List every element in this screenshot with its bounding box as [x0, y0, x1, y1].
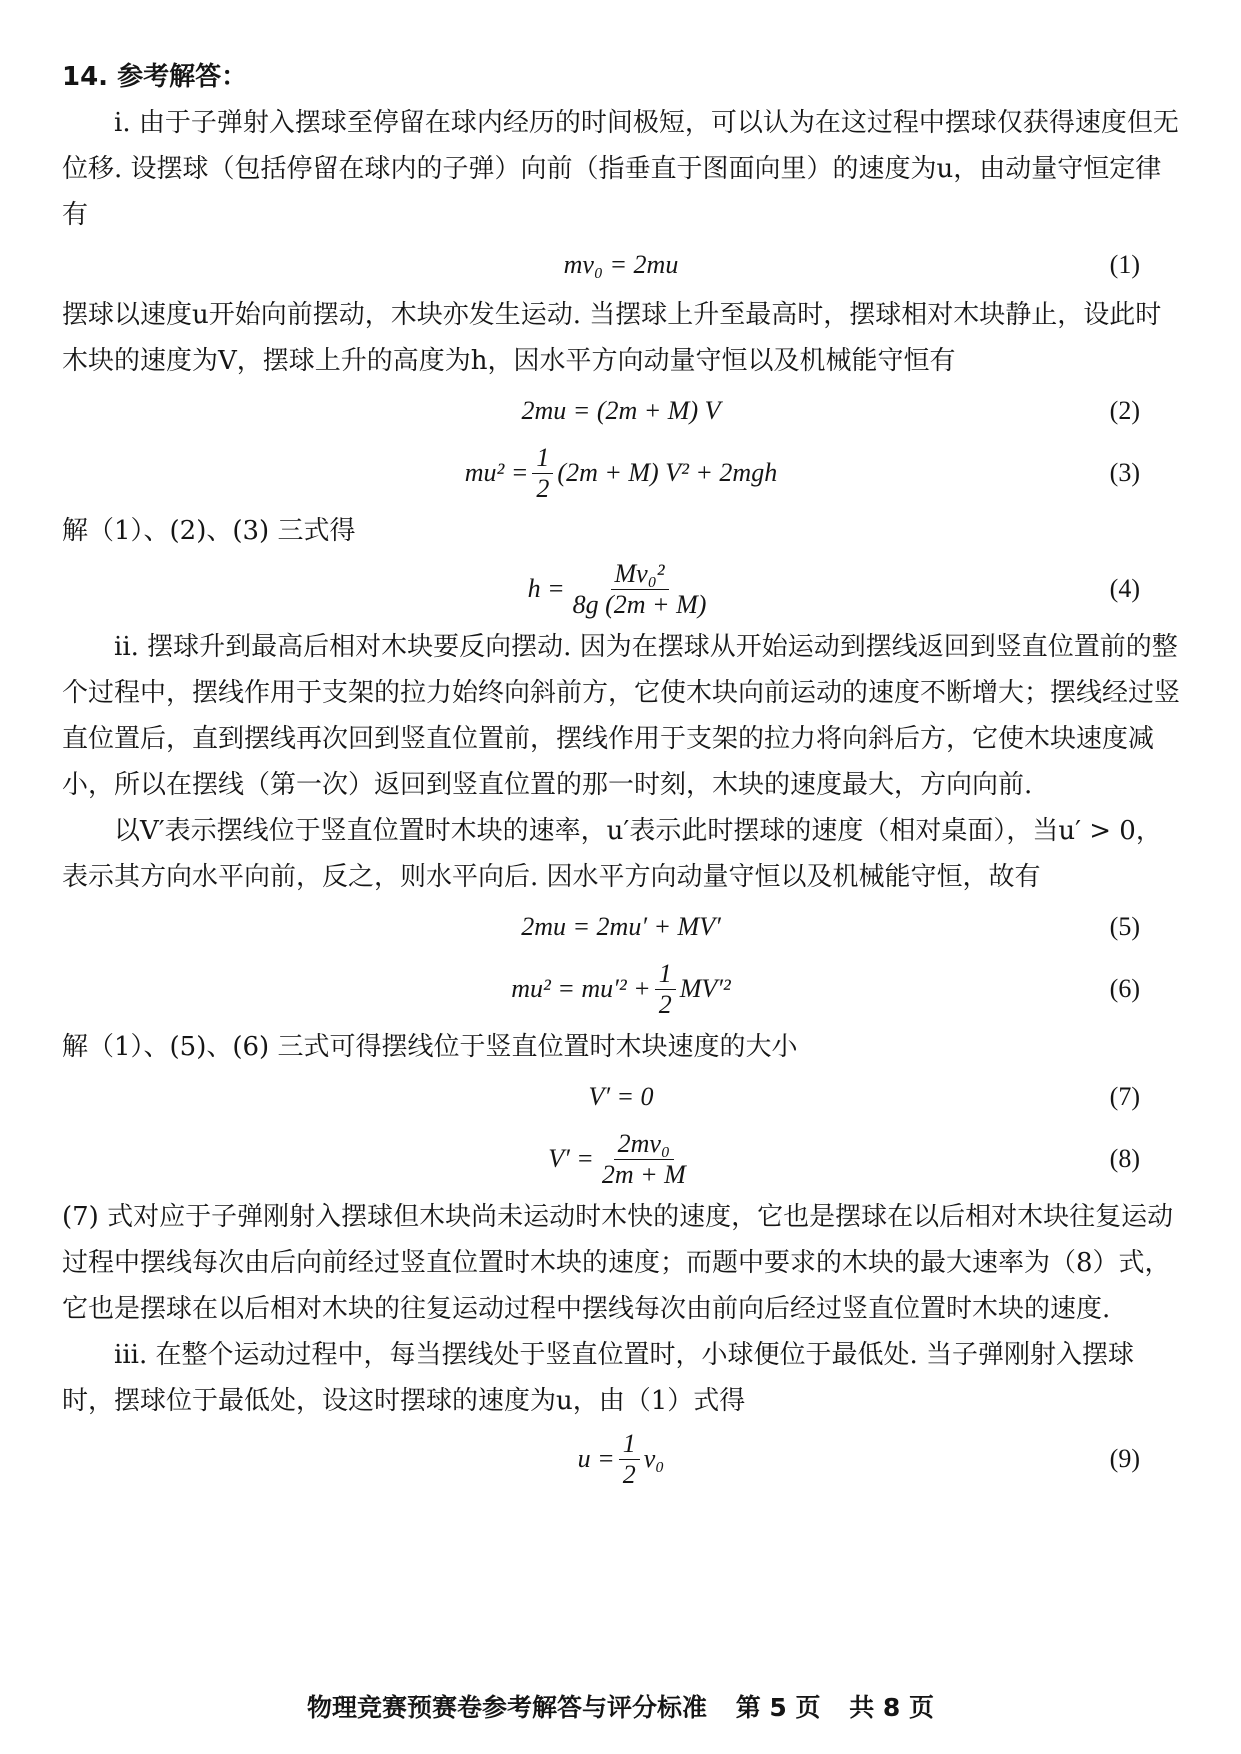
fraction-denominator: 8g (2m + M) [572, 589, 707, 619]
part-ii-paragraph-2: 以V′表示摆线位于竖直位置时木块的速率，u′表示此时摆球的速度（相对桌面），当u′ > 0，表示其方向水平向前，反之，则水平向后. 因水平方向动量守恒以及机械能守恒，故有 [62, 816, 1162, 892]
equation-7 [62, 1070, 1180, 1124]
equation-8 [62, 1124, 1180, 1194]
equation-3 [62, 438, 1180, 508]
footer-page-number: 第 5 页 [735, 1693, 821, 1722]
equation-3-lhs: mu² = [464, 458, 529, 487]
part-i-paragraph-2: 摆球以速度u开始向前摆动，木块亦发生运动. 当摆球上升至最高时，摆球相对木块静止，设此时木块的速度为V，摆球上升的高度为h，因水平方向动量守恒以及机械能守恒有 [62, 300, 1162, 376]
equation-9-lhs: u = [577, 1444, 615, 1473]
equation-9-number: (9) [1109, 1444, 1140, 1473]
equation-6 [62, 954, 1180, 1024]
equation-2 [62, 384, 1180, 438]
part-i-paragraph-1: i. 由于子弹射入摆球至停留在球内经历的时间极短，可以认为在这过程中摆球仅获得速度但无位移. 设摆球（包括停留在球内的子弹）向前（指垂直于图面向里）的速度为u，由动量守恒定律有 [62, 108, 1179, 230]
fraction-numerator: 1 [619, 1429, 640, 1460]
footer-total-pages: 共 8 页 [849, 1693, 935, 1722]
fraction-denominator: 2 [658, 989, 672, 1019]
footer-title: 物理竞赛预赛卷参考解答与评分标准 [306, 1693, 707, 1722]
equation-9 [62, 1424, 1180, 1494]
equation-3-number: (3) [1109, 458, 1140, 487]
equation-2-expr: 2mu = (2m + M) V [521, 396, 721, 425]
equation-4-number: (4) [1109, 574, 1140, 603]
equation-4-fraction [569, 559, 711, 620]
equation-7-number: (7) [1109, 1082, 1140, 1111]
equation-6-lhs: mu² = mu′² + [511, 974, 651, 1003]
equation-7-expr: V′ = 0 [588, 1082, 654, 1111]
equation-4 [62, 554, 1180, 624]
equation-8-fraction [598, 1129, 690, 1190]
equation-6-fraction [655, 959, 676, 1020]
equation-2-number: (2) [1109, 396, 1140, 425]
part-i-paragraph-3: 解（1）、(2)、(3) 三式得 [62, 516, 356, 546]
part-ii-paragraph-3: 解（1）、(5)、(6) 三式可得摆线位于竖直位置时木块速度的大小 [62, 1032, 798, 1062]
equation-8-lhs: V′ = [548, 1144, 594, 1173]
fraction-numerator: 2mv₀ [614, 1129, 674, 1160]
equation-1-expr: mv₀ = 2mu [563, 250, 679, 279]
fraction-numerator: 1 [532, 443, 553, 474]
equation-3-rhs: (2m + M) V² + 2mgh [557, 458, 778, 487]
equation-5-expr: 2mu = 2mu′ + MV′ [521, 912, 721, 941]
equation-8-number: (8) [1109, 1144, 1140, 1173]
equation-6-rhs: MV′² [679, 974, 731, 1003]
problem-heading: 14. 参考解答： [62, 62, 248, 92]
fraction-numerator: 1 [655, 959, 676, 990]
page-footer [0, 1688, 1241, 1724]
part-ii-paragraph-1: ii. 摆球升到最高后相对木块要反向摆动. 因为在摆球从开始运动到摆线返回到竖直位置前的整个过程中，摆线作用于支架的拉力始终向斜前方，它使木块向前运动的速度不断增大；摆线经过竖直位置后，直到摆线再次回到竖直位置前，摆线作用于支架的拉力将向斜后方，它使木块速度减小，所以在摆线（第一次）返回到竖直位置的那一时刻，木块的速度最大，方向向前. [62, 632, 1181, 800]
document-body [62, 54, 1180, 1494]
part-ii-paragraph-4: (7) 式对应于子弹刚射入摆球但木块尚未运动时木快的速度，它也是摆球在以后相对木块往复运动过程中摆线每次由后向前经过竖直位置时木块的速度；而题中要求的木块的最大速率为（8）式，它也是摆球在以后相对木块的往复运动过程中摆线每次由前向后经过竖直位置时木块的速度. [62, 1202, 1174, 1324]
equation-9-rhs: v₀ [643, 1444, 665, 1473]
equation-6-number: (6) [1109, 974, 1140, 1003]
equation-3-fraction [532, 443, 553, 504]
part-iii-paragraph-1: iii. 在整个运动过程中，每当摆线处于竖直位置时，小球便位于最低处. 当子弹刚射入摆球时，摆球位于最低处，设这时摆球的速度为u，由（1）式得 [62, 1340, 1135, 1416]
fraction-numerator: Mv₀² [611, 559, 669, 590]
equation-4-lhs: h = [527, 574, 565, 603]
equation-5-number: (5) [1109, 912, 1140, 941]
fraction-denominator: 2 [622, 1459, 636, 1489]
equation-1 [62, 238, 1180, 292]
equation-1-number: (1) [1109, 250, 1140, 279]
equation-5 [62, 900, 1180, 954]
fraction-denominator: 2m + M [601, 1159, 686, 1189]
fraction-denominator: 2 [536, 473, 550, 503]
equation-9-fraction [619, 1429, 640, 1490]
